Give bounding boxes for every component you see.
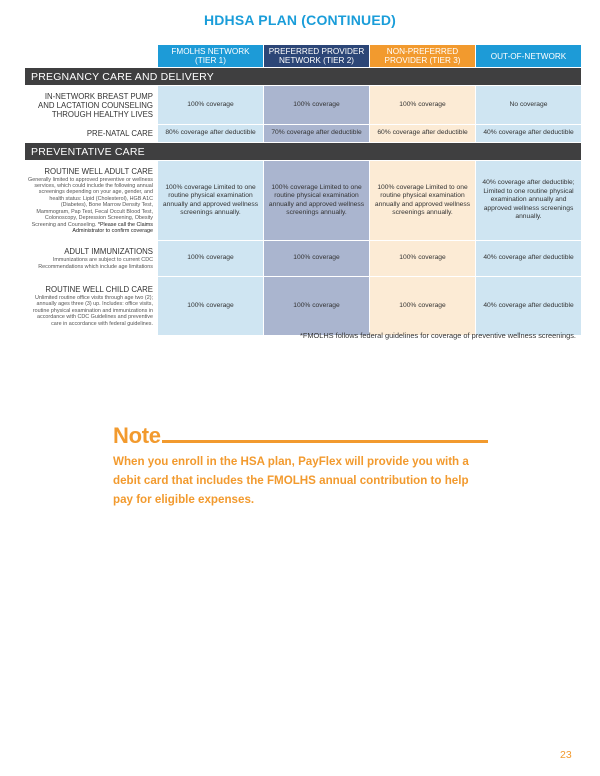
column-header-line: NETWORK (TIER 2) <box>278 56 355 65</box>
row-label <box>25 241 157 276</box>
table-row <box>25 241 581 276</box>
column-header-tier-3 <box>370 45 475 67</box>
cell-tier-1: 100% coverage <box>158 86 263 124</box>
row-label <box>25 86 157 124</box>
row-description: Immunizations are subject to current CDC Recommendations which include age limitations <box>38 257 153 270</box>
footnote: *FMOLHS follows federal guidelines for coverage of preventive wellness screenings. <box>299 331 576 340</box>
row-title: ADULT IMMUNIZATIONS <box>64 247 153 257</box>
cell-out-of-network: 40% coverage after deductible <box>476 277 581 335</box>
cell-tier-2: 100% coverage Limited to one routine physical examination annually and approved wellness screenings annually. <box>264 161 369 240</box>
column-header-out-of-network <box>476 45 581 67</box>
row-description-emphasis: *Please call the Claims Administrator to confirm coverage <box>72 221 153 234</box>
note-title: Note <box>113 423 161 448</box>
row-label <box>25 125 157 142</box>
row-description <box>27 177 153 235</box>
cell-tier-2: 100% coverage <box>264 277 369 335</box>
cell-tier-1: 100% coverage <box>158 277 263 335</box>
cell-out-of-network: 40% coverage after deductible; Limited to one routine physical examination annually and approved wellness screenings annually. <box>476 161 581 240</box>
column-header-line: (TIER 1) <box>195 56 226 65</box>
cell-tier-2: 100% coverage <box>264 241 369 276</box>
row-title: ROUTINE WELL CHILD CARE <box>45 284 153 294</box>
cell-tier-1: 100% coverage <box>158 241 263 276</box>
cell-out-of-network: No coverage <box>476 86 581 124</box>
page-title: HDHSA PLAN (CONTINUED) <box>203 12 397 28</box>
column-header-line: OUT-OF-NETWORK <box>490 51 567 61</box>
table-row <box>25 277 581 335</box>
coverage-table <box>24 44 582 336</box>
row-description: Unlimited routine office visits through age two (2); annually ages three (3) up. Includes: office visits, routine physical examination and immunizations in accordance with CDC Guidelines and preventive care in accordance with federal guidelines. <box>32 294 153 327</box>
cell-out-of-network: 40% coverage after deductible <box>476 241 581 276</box>
cell-tier-2: 100% coverage <box>264 86 369 124</box>
cell-tier-3: 100% coverage <box>370 241 475 276</box>
section-header-preventative <box>25 143 581 160</box>
table-row <box>25 161 581 240</box>
cell-out-of-network: 40% coverage after deductible <box>476 125 581 142</box>
column-header-tier-1 <box>158 45 263 67</box>
note-divider <box>162 440 488 443</box>
cell-tier-3: 100% coverage Limited to one routine physical examination annually and approved wellness screenings annually. <box>370 161 475 240</box>
cell-tier-3: 100% coverage <box>370 86 475 124</box>
row-label <box>25 277 157 335</box>
cell-tier-2: 70% coverage after deductible <box>264 125 369 142</box>
row-label <box>25 161 157 240</box>
page-number: 23 <box>560 749 572 761</box>
cell-tier-1: 80% coverage after deductible <box>158 125 263 142</box>
cell-tier-3: 100% coverage <box>370 277 475 335</box>
column-header-line: FMOLHS NETWORK <box>171 47 250 56</box>
section-title: PREVENTATIVE CARE <box>25 143 581 160</box>
cell-tier-1: 100% coverage Limited to one routine physical examination annually and approved wellness screenings annually. <box>158 161 263 240</box>
row-title: IN-NETWORK BREAST PUMP AND LACTATION COUNSELING THROUGH HEALTHY LIVES <box>38 91 153 119</box>
table-row <box>25 125 581 142</box>
row-title: PRE-NATAL CARE <box>86 129 153 138</box>
column-header-line: PROVIDER (TIER 3) <box>384 56 461 65</box>
column-header-line: PREFERRED PROVIDER <box>268 47 365 56</box>
cell-tier-3: 60% coverage after deductible <box>370 125 475 142</box>
column-header-tier-2 <box>264 45 369 67</box>
section-header-pregnancy <box>25 68 581 85</box>
row-title: ROUTINE WELL ADULT CARE <box>44 166 153 176</box>
table-row <box>25 86 581 124</box>
note-body: When you enroll in the HSA plan, PayFlex will provide you with a debit card that includes the FMOLHS annual contribution to help pay for eligible expenses. <box>113 455 469 506</box>
section-title: PREGNANCY CARE AND DELIVERY <box>25 68 581 85</box>
column-header-line: NON-PREFERRED <box>386 47 459 56</box>
column-header-row <box>25 45 581 67</box>
row-description-text: Generally limited to approved preventive or wellness services, which could include the following annual screenings depending on your age, gender, and health status: Lipid (Cholesterol), HGB A1C (Diabetes), Bone Marrow Density Test, Mammogram, Pap Test, Fecal Occult Blood Test, Colonoscopy, Depression Screening, Obesity Screening and Counseling. <box>28 176 153 228</box>
column-header-blank <box>25 45 157 67</box>
